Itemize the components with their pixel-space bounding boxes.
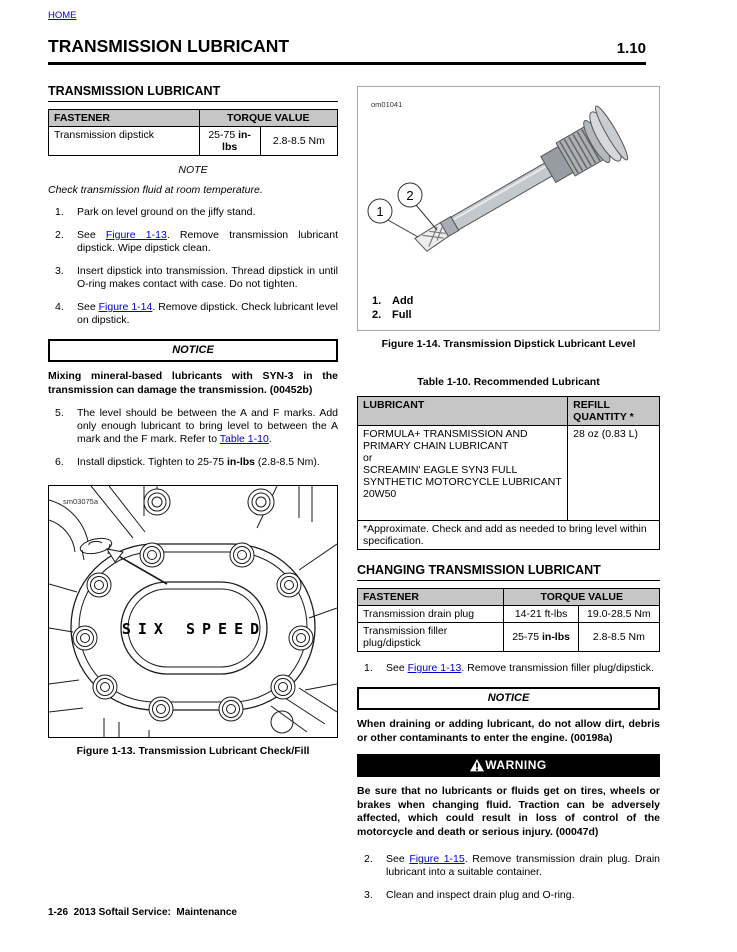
notice-paragraph: When draining or adding lubricant, do not allow dirt, debris or other contaminants to enter the engine. (00198a) [357,718,660,744]
figure-1-13-link[interactable]: Figure 1-13 [407,662,462,674]
cell-fastener: Transmission filler plug/dipstick [358,623,504,652]
figure-1-13-image [48,485,338,738]
col-header-torque-value: TORQUE VALUE [504,589,660,606]
callout-2-number: 2 [406,188,414,203]
bolt [149,697,173,721]
step-number: 1. [364,662,373,674]
recommended-lubricant-table [357,396,660,550]
section-heading-changing-transmission-lubricant: CHANGING TRANSMISSION LUBRICANT [357,563,660,581]
page-footer: 1-26 2013 Softail Service: Maintenance [48,907,237,918]
step-text: See Figure 1-13. Remove transmission lubricant dipstick. Wipe dipstick clean. [77,229,338,254]
callout-1-number: 1 [376,204,384,219]
step-text: The level should be between the A and F marks. Add only enough lubricant to bring level to between the A mark and the F mark. Refer to Table 1-10. [77,407,338,445]
step-text: Insert dipstick into transmission. Thread dipstick in until O-ring makes contact with case. Do not tighten. [77,265,338,290]
callout-2 [398,183,437,230]
left-column [48,84,338,757]
warning-paragraph: Be sure that no lubricants or fluids get on tires, wheels or brakes when changing fluid. Traction can be adversely affected, which could result in loss of control of the motorcycle and death or serious injury. (00047d) [357,785,660,838]
step-1 [357,662,660,675]
torque-table-dipstick [48,109,338,156]
table-row [358,623,660,652]
warning-banner [357,754,660,777]
step-1 [48,206,338,219]
cell-torque-imperial: 14-21 ft-lbs [504,606,578,623]
col-header-torque-value: TORQUE VALUE [199,110,337,127]
cell-torque-metric: 19.0-28.5 Nm [578,606,659,623]
notice-box: NOTICE [48,339,338,362]
step-number: 6. [55,456,64,468]
bolt [144,489,170,515]
page-title: TRANSMISSION LUBRICANT [48,36,290,56]
table-row [358,606,660,623]
notice-paragraph: Mixing mineral-based lubricants with SYN-3 in the transmission can damage the transmission. (00452b) [48,370,338,396]
bolt [277,573,301,597]
figure-legend [372,294,413,322]
note-label: NOTE [178,164,208,176]
note-text: Check transmission fluid at room temperature. [48,184,263,196]
table-footnote-row [358,521,660,550]
legend-label: Add [392,295,414,307]
step-number: 4. [55,301,64,313]
figure-1-13-link[interactable]: Figure 1-13 [105,229,167,241]
bolt [230,543,254,567]
section-number: 1.10 [616,40,646,57]
warning-label: WARNING [485,758,547,772]
col-header-refill-quantity: REFILL QUANTITY * [568,397,660,426]
figure-code: om01041 [371,100,403,109]
right-column [357,86,660,902]
step-number: 3. [364,889,373,901]
legend-number: 1. [372,295,382,307]
col-header-lubricant: LUBRICANT [358,397,568,426]
step-5 [48,407,338,446]
step-text: Clean and inspect drain plug and O-ring. [386,889,575,901]
table-footnote: *Approximate. Check and add as needed to bring level within specification. [358,521,660,550]
table-row [358,426,660,521]
notice-box: NOTICE [357,687,660,710]
cell-refill-quantity: 28 oz (0.83 L) [568,426,660,521]
figure-1-15-link[interactable]: Figure 1-15 [409,853,465,865]
col-header-fastener: FASTENER [358,589,504,606]
step-2 [357,853,660,879]
step-number: 2. [364,853,373,865]
step-text: See Figure 1-13. Remove transmission filler plug/dipstick. [386,662,654,674]
bolt [289,626,313,650]
bolt [248,489,274,515]
table-1-10-title: Table 1-10. Recommended Lubricant [417,376,600,388]
torque-table-changing [357,588,660,652]
step-3 [357,889,660,902]
step-number: 1. [55,206,64,218]
home-link[interactable]: HOME [48,10,77,21]
legend-number: 2. [372,309,382,321]
step-number: 5. [55,407,64,419]
step-text: Park on level ground on the jiffy stand. [77,206,256,218]
cell-fastener: Transmission drain plug [358,606,504,623]
step-text: See Figure 1-14. Remove dipstick. Check lubricant level on dipstick. [77,301,338,326]
col-header-fastener: FASTENER [49,110,200,127]
transmission-case-drawing [49,486,337,737]
cell-torque-imperial: 25-75 in-lbs [504,623,578,652]
legend-label: Full [392,309,412,321]
step-text: See Figure 1-15. Remove transmission drain plug. Drain lubricant into a suitable container. [386,853,660,878]
figure-1-14-link[interactable]: Figure 1-14 [98,301,153,313]
cell-fastener: Transmission dipstick [49,127,200,156]
dipstick-plug [79,536,113,560]
step-3 [48,265,338,291]
step-2 [48,229,338,255]
step-number: 3. [55,265,64,277]
section-heading-transmission-lubricant: TRANSMISSION LUBRICANT [48,84,338,102]
figure-1-14-caption: Figure 1-14. Transmission Dipstick Lubricant Level [381,338,636,350]
bolt [73,626,97,650]
cell-lubricant: FORMULA+ TRANSMISSION AND PRIMARY CHAIN LUBRICANT or SCREAMIN' EAGLE SYN3 FULL SYNTHETIC MOTORCYCLE LUBRICANT 20W50 [358,426,568,521]
cell-torque-imperial: 25-75 in-lbs [199,127,260,156]
table-row [49,127,338,156]
cell-torque-metric: 2.8-8.5 Nm [260,127,337,156]
step-text: Install dipstick. Tighten to 25-75 in-lbs (2.8-8.5 Nm). [77,456,320,468]
page-header [48,36,646,65]
figure-code: sm03075a [63,497,99,506]
bolt [219,697,243,721]
cell-torque-metric: 2.8-8.5 Nm [578,623,659,652]
figure-1-13-caption: Figure 1-13. Transmission Lubricant Check/Fill [76,745,310,757]
bolt [140,543,164,567]
step-6 [48,456,338,469]
table-1-10-link[interactable]: Table 1-10 [219,433,269,445]
step-4 [48,301,338,327]
figure-1-14-image [357,86,660,331]
bolt [271,675,295,699]
step-number: 2. [55,229,64,241]
warning-triangle-icon [470,759,484,772]
six-speed-cover-text: SIX SPEED [121,620,267,638]
bolt [87,573,111,597]
bolt [93,675,117,699]
